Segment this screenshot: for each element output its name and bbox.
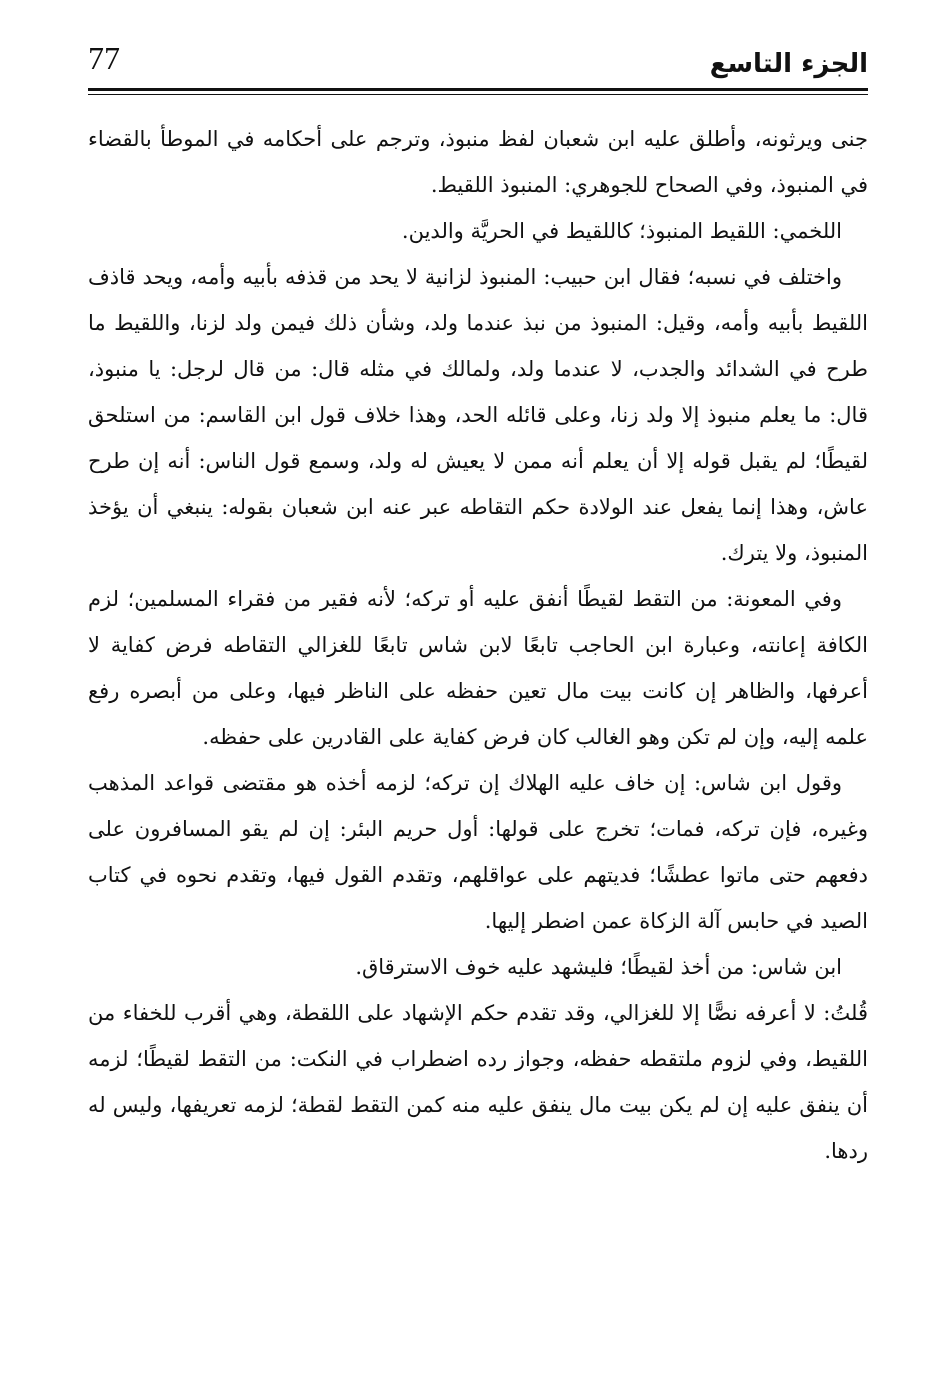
paragraph-6: ابن شاس: من أخذ لقيطًا؛ فليشهد عليه خوف الاسترقاق. <box>355 955 842 979</box>
paragraph-7: قُلتُ: لا أعرفه نصًّا إلا للغزالي، وقد تقدم حكم الإشهاد على اللقطة، وهي أقرب للخفاء من اللقيط، وفي لزوم ملتقطه حفظه، وجواز رده اضطراب في النكت: من التقط لقيطًا؛ لزمه أن ينفق عليه إن لم يكن بيت مال ينفق عليه منه كمن التقط لقطة؛ لزمه تعريفها، وليس له ردها. <box>88 1001 868 1163</box>
paragraph-3: واختلف في نسبه؛ فقال ابن حبيب: المنبوذ لزانية لا يحد من قذفه بأبيه وأمه، ويحد قاذف اللقيط بأبيه وأمه، وقيل: المنبوذ من نبذ عندما ولد، وشأن ذلك فيمن ولد لزنا، واللقيط ما طرح في الشدائد والجدب، لا عندما ولد، ولمالك في مثله قال: من قال لرجل: يا منبوذ، قال: ما يعلم منبوذ إلا ولد زنا، وعلى قائله الحد، وهذا خلاف قول ابن القاسم: من استلحق لقيطًا؛ لم يقبل قوله إلا أن يعلم أنه ممن لا يعيش له ولد، وسمع قول الناس: أنه إن طرح عاش، وهذا إنما يفعل عند الولادة حكم التقاطه عبر عنه ابن شعبان بقوله: ينبغي أن يؤخذ المنبوذ، ولا يترك. <box>88 265 868 565</box>
body-text <box>88 116 868 1174</box>
paragraph-4: وفي المعونة: من التقط لقيطًا أنفق عليه أو تركه؛ لأنه فقير من فقراء المسلمين؛ لزم الكافة إعانته، وعبارة ابن الحاجب تابعًا لابن شاس تابعًا للغزالي التقاطه فرض كفاية لا أعرفها، والظاهر إن كانت بيت مال تعين حفظه على الناظر فيها، وعلى من أبصره رفع علمه إليه، وإن لم تكن وهو الغالب كان فرض كفاية على القادرين على حفظه. <box>88 587 868 749</box>
book-page <box>88 36 868 1356</box>
page-header <box>88 36 868 86</box>
page-number: 77 <box>88 40 120 76</box>
paragraph-5: وقول ابن شاس: إن خاف عليه الهلاك إن تركه؛ لزمه أخذه هو مقتضى قواعد المذهب وغيره، فإن تركه، فمات؛ تخرج على قولها: أول حريم البئر: إن لم يقو المسافرون على دفعهم حتى ماتوا عطشًا؛ فديتهم على عواقلهم، وتقدم القول فيها، وتقدم نحوه في كتاب الصيد في حابس آلة الزكاة عمن اضطر إليها. <box>88 771 868 933</box>
running-head: الجزء التاسع <box>709 49 868 79</box>
paragraph-1: جنى ويرثونه، وأطلق عليه ابن شعبان لفظ منبوذ، وترجم على أحكامه في الموطأ بالقضاء في المنبوذ، وفي الصحاح للجوهري: المنبوذ اللقيط. <box>88 127 868 197</box>
paragraph-2: اللخمي: اللقيط المنبوذ؛ كاللقيط في الحريَّة والدين. <box>401 219 842 243</box>
header-rule <box>88 88 868 91</box>
